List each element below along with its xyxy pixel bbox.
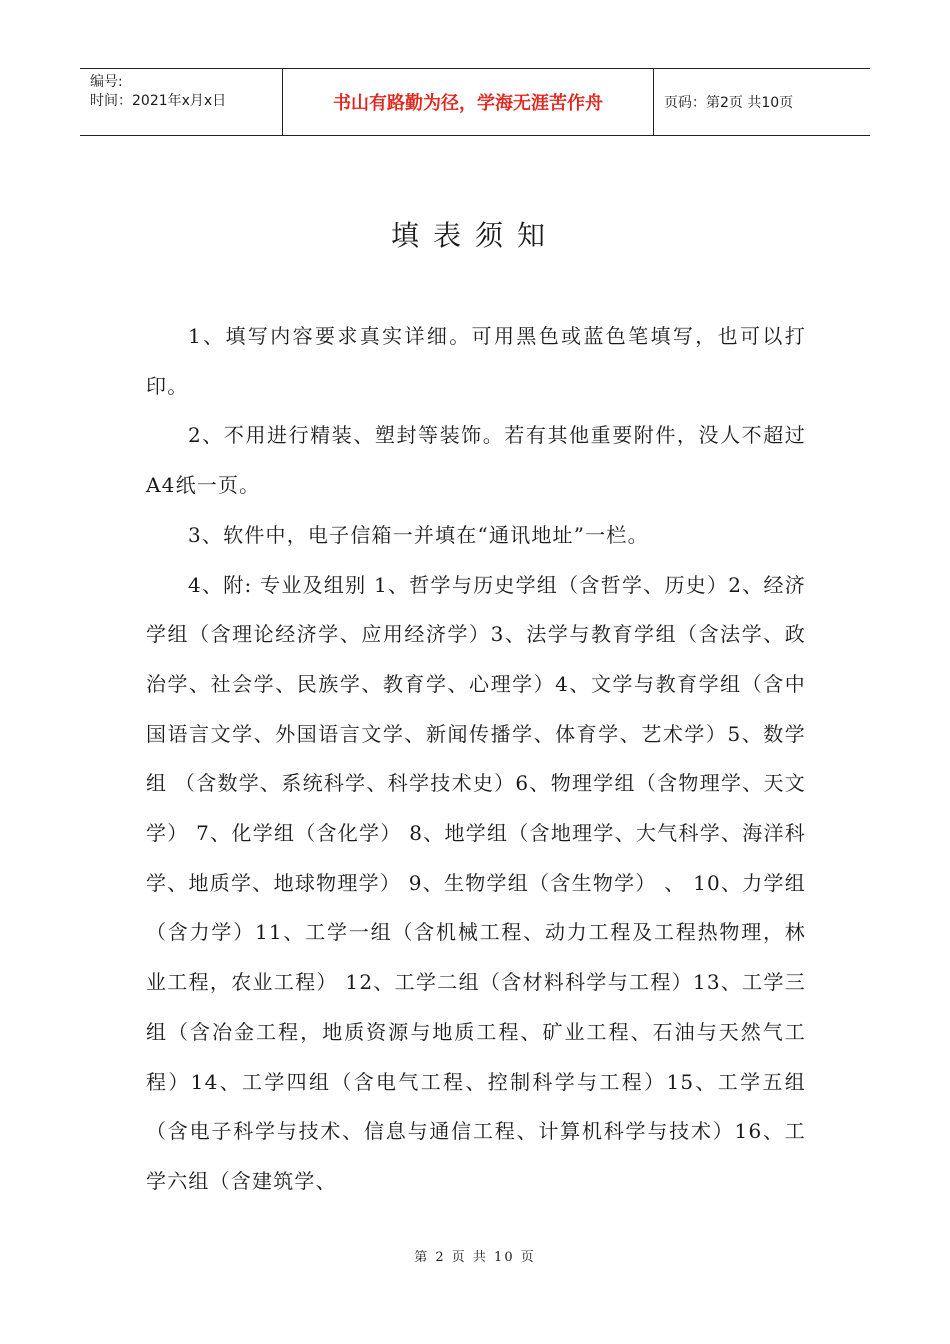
header-page-info: 页码：第2页 共10页 bbox=[664, 95, 794, 111]
instruction-paragraph-1: 1、填写内容要求真实详细。可用黑色或蓝色笔填写，也可以打印。 bbox=[146, 324, 806, 398]
header-motto: 书山有路勤为径，学海无涯苦作舟 bbox=[282, 69, 654, 135]
header-meta bbox=[80, 69, 282, 135]
instruction-paragraph-2: 2、不用进行精装、塑封等装饰。若有其他重要附件，没人不超过A4纸一页。 bbox=[146, 423, 806, 498]
document-number-label: 编号: bbox=[90, 74, 123, 90]
page-title: 填表须知 bbox=[390, 219, 559, 252]
page-header bbox=[80, 68, 870, 136]
page-footer: 第 2 页 共 10 页 bbox=[414, 1250, 536, 1265]
document-date: 时间：2021年x月x日 bbox=[90, 93, 227, 109]
instructions-body bbox=[146, 312, 806, 1207]
instruction-paragraph-4: 4、附: 专业及组别 1、哲学与历史学组（含哲学、历史）2、经济学组（含理论经济学、应用经济学）3、法学与教育学组（含法学、政治学、社会学、民族学、教育学、心理学）4、文学与教育学组（含中国语言文学、外国语言文学、新闻传播学、体育学、艺术学）5、数学组 （含数学、系统科学、科学技术史）6、物理学组（含物理学、天文学） 7、化学组（含化学） 8、地学组（含地理学、大气科学、海洋科学、地质学、地球物理学） 9、生物学组（含生物学） 、 10、力学组（含力学）11、工学一组（含机械工程、动力工程及工程热物理，林业工程，农业工程） 12、工学二组（含材料科学与工程）13、工学三组（含冶金工程，地质资源与地质工程、矿业工程、石油与天然气工程）14、工学四组（含电气工程、控制科学与工程）15、工学五组（含电子科学与技术、信息与通信工程、计算机科学与技术）16、工学六组（含建筑学、 bbox=[146, 572, 806, 1193]
instruction-paragraph-3: 3、软件中，电子信箱一并填在“通讯地址”一栏。 bbox=[188, 522, 649, 547]
